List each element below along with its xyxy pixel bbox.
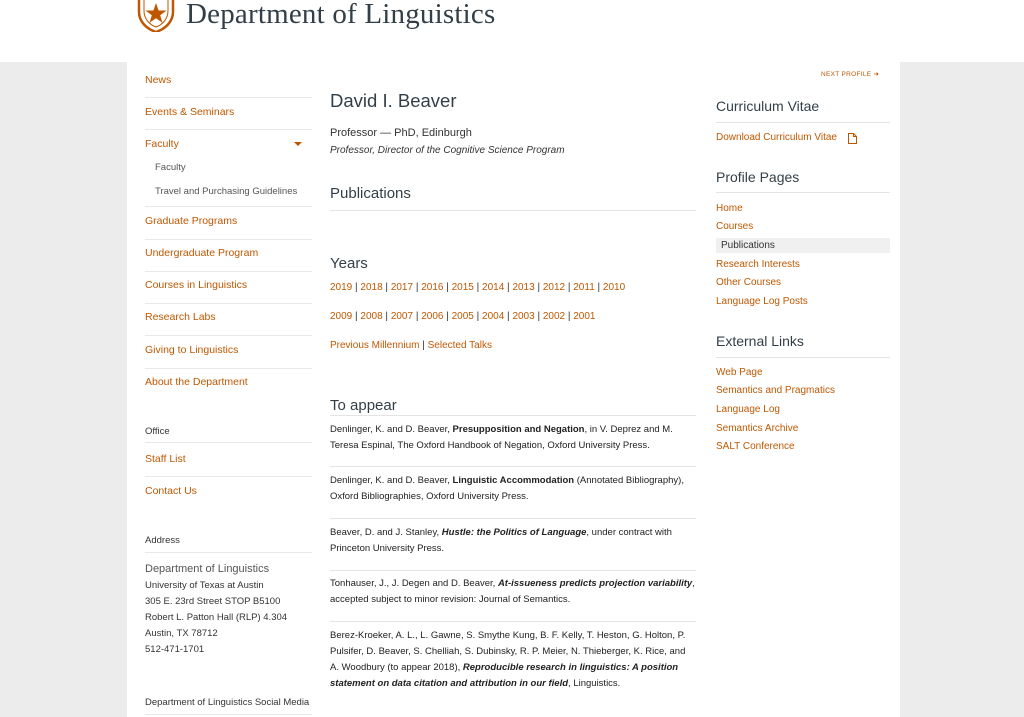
separator: | — [382, 282, 391, 293]
profile-name: David I. Beaver — [330, 90, 457, 111]
download-cv-link[interactable]: Download Curriculum Vitae — [716, 132, 837, 143]
pub-source: , under contract with Princeton University Press. — [330, 527, 672, 554]
divider — [145, 552, 312, 553]
publication-entry — [330, 576, 696, 608]
caret-down-icon[interactable] — [294, 142, 302, 146]
divider — [145, 271, 312, 272]
separator: | — [534, 282, 543, 293]
years-row — [330, 311, 596, 322]
profile-link-other-courses[interactable]: Other Courses — [716, 277, 782, 288]
years-row — [330, 282, 625, 293]
profile-link-courses[interactable]: Courses — [716, 221, 754, 232]
year-link[interactable]: 2015 — [451, 282, 474, 293]
divider — [145, 335, 312, 336]
profile-link-publications-active[interactable]: Publications — [716, 238, 890, 253]
year-link[interactable]: 2010 — [602, 282, 626, 293]
years-heading: Years — [330, 255, 368, 272]
pub-authors: Tonhauser, J., J. Degen and D. Beaver, — [330, 578, 498, 589]
separator: | — [352, 311, 361, 322]
year-link[interactable]: 2019 — [330, 282, 353, 293]
separator: | — [504, 282, 513, 293]
sidebar-subitem-faculty[interactable]: Faculty — [155, 162, 186, 173]
profile-link-home[interactable]: Home — [716, 203, 743, 214]
pub-source: , accepted subject to minor revision: Journal of Semantics. — [330, 578, 695, 605]
years-row — [330, 340, 492, 351]
office-label: Office — [145, 426, 170, 437]
address-line: Robert L. Patton Hall (RLP) 4.304 — [145, 612, 288, 623]
social-media-label: Department of Linguistics Social Media — [145, 697, 310, 708]
pub-source: , in V. Deprez and M. Teresa Espinal, The Oxford Handbook of Negation, Oxford University Press. — [330, 424, 673, 451]
year-link[interactable]: Previous Millennium — [330, 340, 420, 351]
pub-title: Linguistic Accommodation — [452, 475, 575, 486]
year-link[interactable]: 2006 — [421, 311, 444, 322]
separator: | — [565, 311, 574, 322]
separator: | — [504, 311, 513, 322]
profile-link-research-interests[interactable]: Research Interests — [716, 259, 800, 270]
separator: | — [413, 282, 422, 293]
contact-us-link[interactable]: Contact Us — [145, 485, 197, 497]
year-link[interactable]: 2007 — [390, 311, 414, 322]
sidebar-item-undergraduate[interactable]: Undergraduate Program — [145, 247, 259, 259]
publications-heading: Publications — [330, 185, 411, 202]
publication-entry — [330, 628, 696, 692]
sidebar-item-events[interactable]: Events & Seminars — [145, 106, 235, 118]
address-line: 305 E. 23rd Street STOP B5100 — [145, 596, 281, 607]
sidebar-subitem-travel[interactable]: Travel and Purchasing Guidelines — [155, 186, 298, 197]
year-link[interactable]: 2003 — [512, 311, 535, 322]
external-link-semantics-archive[interactable]: Semantics Archive — [716, 423, 799, 434]
sidebar-item-courses[interactable]: Courses in Linguistics — [145, 279, 248, 291]
address-line: University of Texas at Austin — [145, 580, 264, 591]
profile-link-language-log-posts[interactable]: Language Log Posts — [716, 296, 808, 307]
separator: | — [413, 311, 422, 322]
divider — [145, 129, 312, 130]
external-links-heading: External Links — [716, 333, 804, 349]
divider — [145, 714, 312, 715]
divider — [145, 476, 312, 477]
pub-authors: Denlinger, K. and D. Beaver, — [330, 424, 453, 435]
divider — [145, 303, 312, 304]
year-link[interactable]: 2011 — [573, 282, 595, 293]
divider — [330, 518, 696, 519]
pub-source: , Linguistics. — [568, 678, 621, 689]
year-link[interactable]: 2002 — [542, 311, 566, 322]
to-appear-heading: To appear — [330, 397, 397, 414]
address-phone: 512-471-1701 — [145, 644, 205, 655]
divider — [145, 206, 312, 207]
pub-authors: Beaver, D. and J. Stanley, — [330, 527, 442, 538]
separator: | — [473, 311, 483, 322]
divider — [145, 368, 312, 369]
year-link[interactable]: 2004 — [482, 311, 505, 322]
pub-authors: Berez-Kroeker, A. L., L. Gawne, S. Smythe Kung, B. F. Kelly, T. Heston, G. Holton, P. Pulsifer, D. Beaver, S. Chelliah, S. Dubinsky, R. P. Meier, N. Thieberger, K. Rice, and A. Woodbury (to appear 2018), — [330, 630, 686, 673]
separator: | — [473, 282, 483, 293]
ut-seal-icon[interactable] — [136, 0, 176, 32]
page-container — [127, 62, 900, 717]
sidebar-item-about[interactable]: About the Department — [145, 376, 248, 388]
separator: | — [534, 311, 543, 322]
profile-pages-heading: Profile Pages — [716, 169, 800, 185]
year-link[interactable]: 2012 — [542, 282, 566, 293]
year-link[interactable]: 2017 — [390, 282, 414, 293]
next-profile-label: NEXT PROFILE — [821, 71, 872, 78]
address-line: Austin, TX 78712 — [145, 628, 218, 639]
address-label: Address — [145, 535, 180, 546]
staff-list-link[interactable]: Staff List — [145, 453, 186, 465]
cv-heading: Curriculum Vitae — [716, 98, 820, 114]
year-link[interactable]: 2009 — [330, 311, 353, 322]
department-title[interactable]: Department of Linguistics — [186, 0, 496, 30]
pub-title: Presupposition and Negation — [452, 424, 585, 435]
divider — [145, 442, 312, 443]
year-link[interactable]: Selected Talks — [427, 340, 492, 351]
external-link-language-log[interactable]: Language Log — [716, 404, 780, 415]
publication-entry — [330, 473, 696, 505]
site-header — [0, 0, 1024, 62]
year-link[interactable]: 2001 — [573, 311, 596, 322]
separator: | — [594, 282, 603, 293]
divider — [330, 570, 696, 571]
profile-role: Professor, Director of the Cognitive Science Program — [330, 145, 565, 156]
divider — [330, 621, 696, 622]
address-dept-name: Department of Linguistics — [145, 563, 270, 575]
document-icon[interactable] — [848, 133, 857, 144]
year-link[interactable]: 2008 — [360, 311, 383, 322]
separator: | — [565, 282, 574, 293]
divider — [145, 239, 312, 240]
separator: | — [443, 311, 452, 322]
year-link[interactable]: 2018 — [360, 282, 383, 293]
year-link[interactable]: 2016 — [421, 282, 444, 293]
year-link[interactable]: 2005 — [451, 311, 474, 322]
sidebar-item-graduate[interactable]: Graduate Programs — [145, 215, 238, 227]
divider — [330, 466, 696, 467]
sidebar-item-faculty[interactable]: Faculty — [145, 138, 179, 150]
pub-title: Reproducible research in linguistics: A position statement on data citation and attribution in our field — [330, 662, 679, 689]
divider — [330, 415, 696, 416]
pub-title: Hustle: the Politics of Language — [441, 527, 587, 538]
pub-title: At-issueness predicts projection variability — [497, 578, 693, 589]
divider — [145, 97, 312, 98]
arrow-right-icon: ➜ — [873, 71, 880, 78]
external-link-semantics-pragmatics[interactable]: Semantics and Pragmatics — [716, 385, 835, 396]
separator: | — [443, 282, 452, 293]
sidebar-item-giving[interactable]: Giving to Linguistics — [145, 344, 239, 356]
divider — [716, 192, 890, 193]
sidebar-item-research-labs[interactable]: Research Labs — [145, 311, 216, 323]
divider — [716, 122, 890, 123]
separator: | — [352, 282, 361, 293]
external-link-salt-conference[interactable]: SALT Conference — [716, 441, 795, 452]
year-link[interactable]: 2013 — [512, 282, 535, 293]
pub-source: (Annotated Bibliography), Oxford Bibliographies, Oxford University Press. — [330, 475, 684, 502]
separator: | — [419, 340, 428, 351]
main-column — [320, 62, 900, 717]
divider — [716, 357, 890, 358]
sidebar — [127, 62, 320, 717]
divider — [330, 210, 696, 211]
external-link-web-page[interactable]: Web Page — [716, 367, 763, 378]
pub-authors: Denlinger, K. and D. Beaver, — [330, 475, 453, 486]
separator: | — [382, 311, 391, 322]
profile-title: Professor — PhD, Edinburgh — [330, 127, 472, 139]
publication-entry — [330, 525, 696, 557]
year-link[interactable]: 2014 — [482, 282, 505, 293]
sidebar-item-news[interactable]: News — [145, 74, 172, 86]
publication-entry — [330, 422, 696, 454]
next-profile-link[interactable] — [821, 70, 879, 78]
